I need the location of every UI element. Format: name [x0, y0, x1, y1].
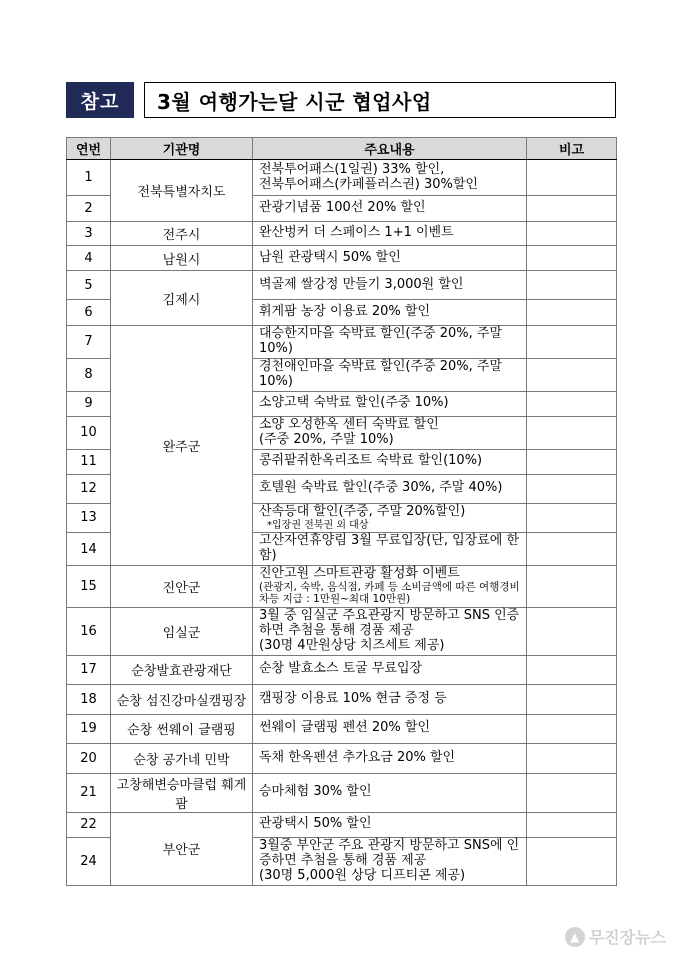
organization-name: 순창발효관광재단: [111, 655, 253, 684]
remark-cell: [527, 503, 617, 532]
organization-name: 김제시: [111, 271, 253, 326]
table-row: [67, 714, 617, 743]
document-title: 3월 여행가는달 시군 협업사업: [144, 82, 616, 118]
content-line: 캠핑장 이용료 10% 현금 증정 등: [259, 690, 447, 706]
content-line: 콩쥐팥쥐한옥리조트 숙박료 할인(10%): [259, 453, 483, 469]
remark-cell: [527, 160, 617, 196]
content-line: 산속등대 할인(주중, 주말 20%할인): [259, 503, 466, 519]
content-line: 관광기념품 100선 20% 할인: [259, 200, 426, 216]
content-line: 진안고원 스마트관광 활성화 이벤트: [259, 566, 460, 582]
content-line: 휘게팜 농장 이용료 20% 할인: [259, 304, 431, 320]
remark-cell: [527, 416, 617, 449]
organization-name: 완주군: [111, 326, 253, 566]
reference-badge: 참고: [66, 82, 134, 118]
content-line: 고산자연휴양림 3월 무료입장(단, 입장료에 한함): [259, 533, 520, 563]
column-header-remark: 비고: [527, 138, 617, 160]
content-line: 호텔원 숙박료 할인(주중 30%, 주말 40%): [259, 480, 503, 496]
program-content: [253, 533, 527, 566]
organization-name: 고창해변승마클럽 훼게팜: [111, 773, 253, 812]
program-content: [253, 416, 527, 449]
program-content: [253, 773, 527, 812]
row-number: 10: [67, 416, 111, 449]
logo-icon: ▲: [565, 927, 585, 947]
program-content: [253, 655, 527, 684]
table-row: [67, 773, 617, 812]
watermark-text: 무진장뉴스: [588, 928, 666, 947]
remark-cell: [527, 743, 617, 773]
news-watermark: [565, 925, 666, 948]
content-line: 소양 오성한옥 센터 숙박료 할인: [259, 416, 439, 432]
remark-cell: [527, 222, 617, 246]
row-number: 18: [67, 684, 111, 714]
remark-cell: [527, 773, 617, 812]
remark-cell: [527, 300, 617, 326]
program-table: [66, 137, 617, 886]
title-row: [66, 82, 616, 118]
program-content: [253, 449, 527, 474]
content-line: 남원 관광택시 50% 할인: [259, 249, 401, 265]
remark-cell: [527, 449, 617, 474]
remark-cell: [527, 684, 617, 714]
table-row: [67, 655, 617, 684]
remark-cell: [527, 271, 617, 300]
row-number: 1: [67, 160, 111, 196]
column-header-no: 연번: [67, 138, 111, 160]
content-line: 경천애인마을 숙박료 할인(주중 20%, 주말 10%): [259, 358, 502, 389]
content-line: 소양고택 숙박료 할인(주중 10%): [259, 395, 449, 411]
program-content: [253, 714, 527, 743]
content-line: 벽골제 쌀강정 만들기 3,000원 할인: [259, 276, 464, 292]
content-line: 3월 중 임실군 주요관광지 방문하고 SNS 인증하면 추첨을 통해 경품 제공: [259, 607, 520, 638]
row-number: 14: [67, 533, 111, 566]
table-row: [67, 160, 617, 196]
content-line: 관광택시 50% 할인: [259, 816, 372, 832]
remark-cell: [527, 246, 617, 271]
remark-cell: [527, 812, 617, 837]
content-note: *입장권 전북권 외 대상: [267, 519, 369, 531]
row-number: 8: [67, 358, 111, 391]
content-line: 3월중 부안군 주요 관광지 방문하고 SNS에 인증하면 추첨을 통해 경품 제공: [259, 837, 520, 868]
row-number: 20: [67, 743, 111, 773]
organization-name: 전주시: [111, 222, 253, 246]
table-body: [67, 160, 617, 886]
program-content: [253, 271, 527, 300]
row-number: 13: [67, 503, 111, 532]
remark-cell: [527, 391, 617, 416]
program-content: [253, 837, 527, 885]
table-row: [67, 222, 617, 246]
remark-cell: [527, 565, 617, 607]
content-detail: (관광지, 숙박, 음식점, 카페 등 소비금액에 따른 여행경비 차등 지급 : 1만원~최대 10만원): [259, 581, 520, 605]
table-row: [67, 743, 617, 773]
table-row: [67, 271, 617, 300]
program-content: [253, 196, 527, 222]
program-content: [253, 607, 527, 655]
organization-name: 전북특별자치도: [111, 160, 253, 222]
program-content: [253, 743, 527, 773]
table-row: [67, 246, 617, 271]
content-line: (30명 5,000원 상당 디프티콘 제공): [259, 867, 466, 883]
program-content: [253, 326, 527, 359]
row-number: 2: [67, 196, 111, 222]
table-row: [67, 684, 617, 714]
content-line: 순창 발효소스 토굴 무료입장: [259, 661, 423, 677]
program-content: [253, 812, 527, 837]
organization-name: 순창 공가네 민박: [111, 743, 253, 773]
row-number: 11: [67, 449, 111, 474]
organization-name: 부안군: [111, 812, 253, 885]
row-number: 15: [67, 565, 111, 607]
program-content: [253, 160, 527, 196]
remark-cell: [527, 474, 617, 503]
content-line: (주중 20%, 주말 10%): [259, 431, 394, 447]
row-number: 16: [67, 607, 111, 655]
remark-cell: [527, 326, 617, 359]
row-number: 4: [67, 246, 111, 271]
row-number: 5: [67, 271, 111, 300]
row-number: 24: [67, 837, 111, 885]
table-row: [67, 326, 617, 359]
table-row: [67, 812, 617, 837]
remark-cell: [527, 714, 617, 743]
table-header-row: [67, 138, 617, 160]
row-number: 21: [67, 773, 111, 812]
organization-name: 임실군: [111, 607, 253, 655]
row-number: 17: [67, 655, 111, 684]
table-row: [67, 565, 617, 607]
program-content: [253, 391, 527, 416]
row-number: 6: [67, 300, 111, 326]
organization-name: 진안군: [111, 565, 253, 607]
table-row: [67, 607, 617, 655]
row-number: 7: [67, 326, 111, 359]
content-line: 독채 한옥펜션 추가요금 20% 할인: [259, 749, 456, 765]
row-number: 9: [67, 391, 111, 416]
row-number: 3: [67, 222, 111, 246]
organization-name: 남원시: [111, 246, 253, 271]
content-line: 대승한지마을 숙박료 할인(주중 20%, 주말 10%): [259, 326, 502, 356]
row-number: 12: [67, 474, 111, 503]
program-content: [253, 565, 527, 607]
program-content: [253, 222, 527, 246]
content-line: 전북투어패스(1일권) 33% 할인,: [259, 161, 445, 177]
content-line: 전북투어패스(카페플러스권) 30%할인: [259, 176, 478, 192]
program-content: [253, 474, 527, 503]
column-header-org: 기관명: [111, 138, 253, 160]
row-number: 22: [67, 812, 111, 837]
organization-name: 순창 썬웨이 글램핑: [111, 714, 253, 743]
content-line: 완산벙커 더 스페이스 1+1 이벤트: [259, 225, 454, 241]
remark-cell: [527, 655, 617, 684]
program-content: [253, 300, 527, 326]
remark-cell: [527, 196, 617, 222]
remark-cell: [527, 358, 617, 391]
row-number: 19: [67, 714, 111, 743]
content-line: 승마체험 30% 할인: [259, 784, 372, 800]
program-content: [253, 503, 527, 532]
column-header-content: 주요내용: [253, 138, 527, 160]
remark-cell: [527, 533, 617, 566]
organization-name: 순창 섬진강마실캠핑장: [111, 684, 253, 714]
program-content: [253, 246, 527, 271]
program-content: [253, 684, 527, 714]
program-content: [253, 358, 527, 391]
remark-cell: [527, 837, 617, 885]
content-line: (30명 4만원상당 치즈세트 제공): [259, 637, 445, 653]
remark-cell: [527, 607, 617, 655]
content-line: 썬웨이 글램핑 펜션 20% 할인: [259, 720, 431, 736]
